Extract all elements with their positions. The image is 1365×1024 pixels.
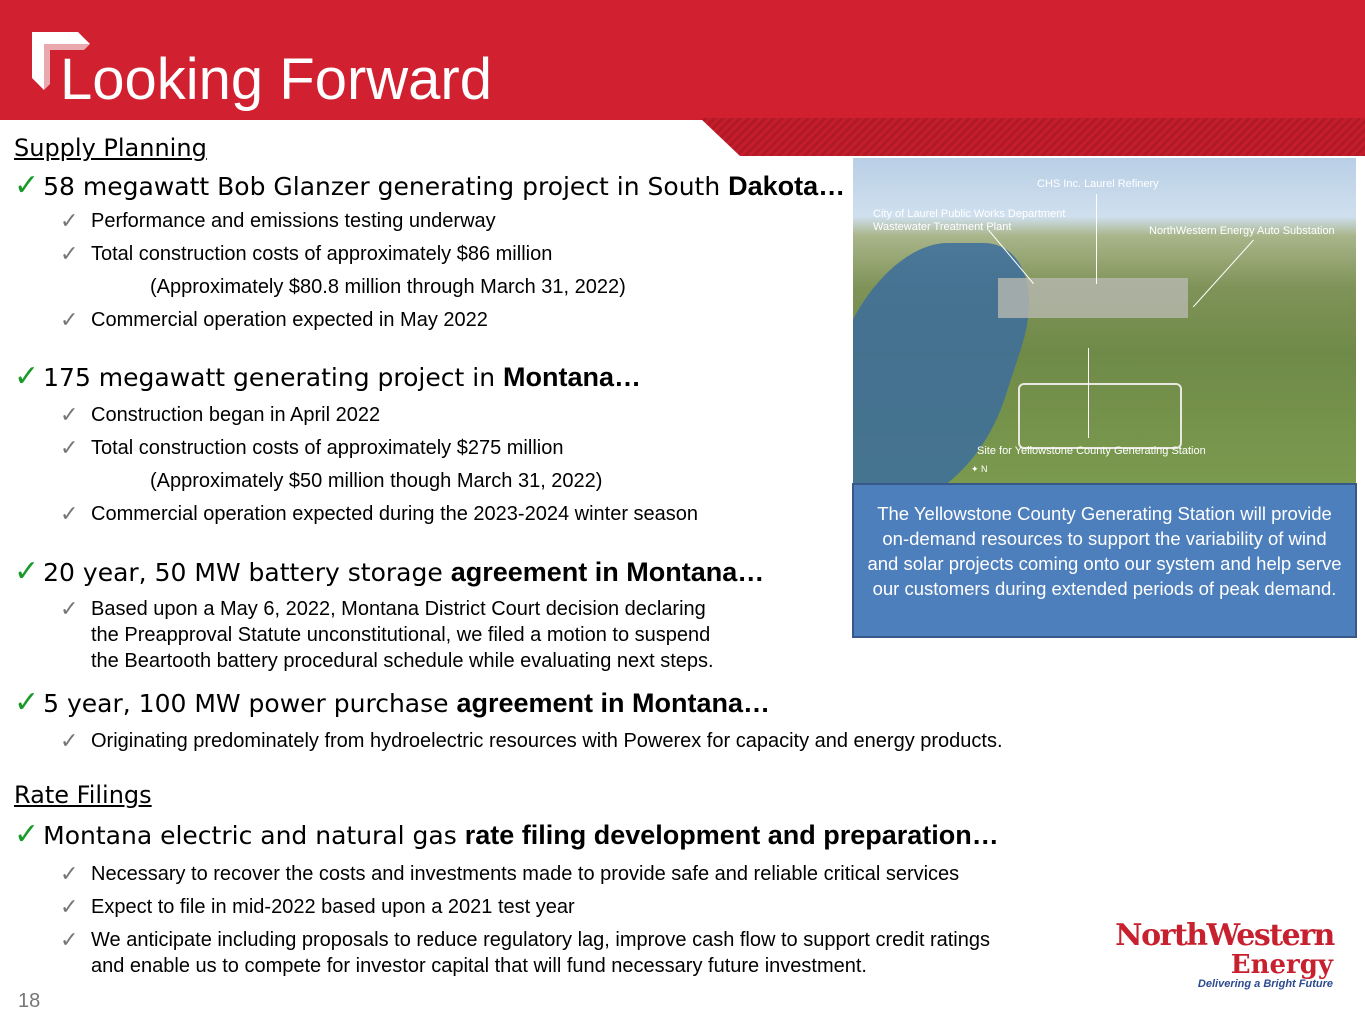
check-icon: ✓ [60, 208, 79, 233]
check-icon: ✓ [60, 435, 79, 460]
site-outline [1018, 383, 1182, 449]
callout-line [1193, 240, 1254, 308]
section-heading-supply: Supply Planning [14, 134, 207, 162]
callout-line [1096, 194, 1097, 284]
sub-bullet-text: Construction began in April 2022 [91, 404, 381, 426]
refinery-shape [998, 278, 1188, 318]
sub-bullet-text: Necessary to recover the costs and investments made to provide safe and reliable critical services [91, 863, 960, 885]
bullet-item [14, 361, 641, 394]
bullet-bold: rate filing development and preparation… [464, 820, 999, 850]
compass-icon: ✦ N [971, 464, 988, 474]
north-label: N [981, 464, 988, 474]
photo-label-line: Wastewater Treatment Plant [873, 221, 1012, 233]
company-logo [1112, 920, 1337, 1000]
bullet-text: 20 year, 50 MW battery storage [43, 558, 451, 587]
sub-bullet-text: Total construction costs of approximately $275 million [91, 437, 564, 459]
check-icon: ✓ [14, 554, 40, 589]
check-icon: ✓ [60, 501, 79, 526]
sub-bullet [60, 894, 575, 921]
sub-note: (Approximately $80.8 million through March 31, 2022) [150, 276, 626, 298]
check-icon: ✓ [14, 685, 40, 720]
sub-bullet-text: Performance and emissions testing underway [91, 210, 496, 232]
sub-bullet [60, 501, 698, 528]
photo-label-line: City of Laurel Public Works Department [873, 208, 1066, 220]
sub-bullet [60, 241, 552, 268]
sub-bullet-text: Commercial operation expected in May 2022 [91, 309, 488, 331]
text-line: Based upon a May 6, 2022, Montana District Court decision declaring [91, 598, 706, 620]
sub-bullet-text [91, 596, 714, 674]
sub-bullet [60, 728, 1003, 755]
logo-name-energy: Energy [1230, 950, 1333, 980]
sub-bullet-text [91, 927, 990, 979]
check-icon: ✓ [60, 402, 79, 427]
photo-label: NorthWestern Energy Auto Substation [1149, 225, 1335, 237]
photo-caption: The Yellowstone County Generating Station will provide on-demand resources to support the variability of wind and solar projects coming onto our system and help serve our customers during extended periods of peak demand. [852, 483, 1357, 638]
bullet-item [14, 556, 764, 589]
page-title: Looking Forward [60, 47, 492, 112]
logo-name: NorthWestern [1115, 918, 1334, 953]
sub-bullet [60, 307, 488, 334]
sub-bullet [60, 596, 714, 674]
text-line: We anticipate including proposals to reduce regulatory lag, improve cash flow to support credit ratings [91, 929, 990, 951]
check-icon: ✓ [14, 359, 40, 394]
bullet-bold: Montana… [502, 362, 641, 392]
photo-label: CHS Inc. Laurel Refinery [1037, 178, 1159, 190]
photo-label [873, 208, 1065, 234]
sub-bullet [60, 927, 990, 979]
bullet-text: 58 megawatt Bob Glanzer generating project in South [43, 172, 729, 201]
logo-tagline: Delivering a Bright Future [1197, 978, 1333, 990]
check-icon: ✓ [60, 728, 79, 753]
bullet-text: Montana electric and natural gas [43, 821, 465, 850]
sub-bullet-text: Originating predominately from hydroelectric resources with Powerex for capacity and energy products. [91, 730, 1003, 752]
photo-label: Site for Yellowstone County Generating Station [977, 445, 1206, 457]
check-icon: ✓ [60, 894, 79, 919]
text-line: the Preapproval Statute unconstitutional, we filed a motion to suspend [91, 624, 711, 646]
page-number: 18 [18, 990, 41, 1012]
text-line: and enable us to compete for investor capital that will fund necessary future investment. [91, 955, 867, 977]
check-icon: ✓ [60, 596, 79, 621]
header-stripe [700, 118, 1365, 156]
section-heading-rates: Rate Filings [14, 781, 152, 809]
bullet-text: 175 megawatt generating project in [43, 363, 503, 392]
text-line: the Beartooth battery procedural schedule while evaluating next steps. [91, 650, 714, 672]
aerial-photo [853, 158, 1356, 483]
sub-bullet [60, 402, 380, 429]
check-icon: ✓ [14, 817, 40, 852]
sub-bullet-text: Total construction costs of approximately $86 million [91, 243, 553, 265]
sub-note: (Approximately $50 million though March 31, 2022) [150, 470, 603, 492]
bullet-item [14, 170, 845, 203]
check-icon: ✓ [60, 861, 79, 886]
bullet-bold: agreement in Montana… [456, 688, 771, 718]
callout-line [1088, 348, 1089, 438]
bullet-bold: agreement in Montana… [450, 557, 765, 587]
check-icon: ✓ [60, 307, 79, 332]
bullet-text: 5 year, 100 MW power purchase [43, 689, 457, 718]
sub-bullet-text: Commercial operation expected during the 2023-2024 winter season [91, 503, 699, 525]
sub-bullet [60, 435, 563, 462]
check-icon: ✓ [60, 241, 79, 266]
bullet-item [14, 819, 999, 852]
check-icon: ✓ [60, 927, 79, 952]
check-icon: ✓ [14, 168, 40, 203]
sub-bullet [60, 208, 496, 235]
bullet-bold: Dakota… [728, 171, 846, 201]
sub-bullet [60, 861, 959, 888]
bullet-item [14, 687, 770, 720]
sub-bullet-text: Expect to file in mid-2022 based upon a 2021 test year [91, 896, 575, 918]
